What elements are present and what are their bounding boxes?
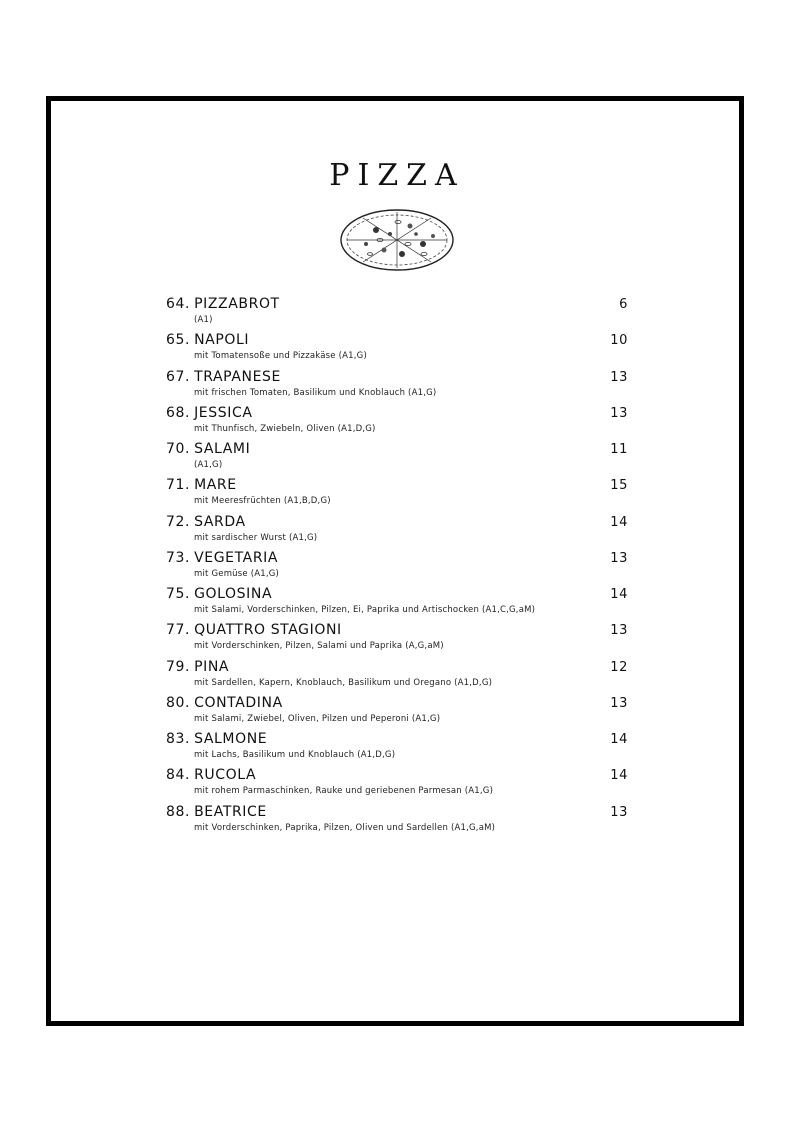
item-price: 11 [610, 442, 628, 457]
menu-item [166, 620, 628, 656]
item-description: mit Vorderschinken, Paprika, Pilzen, Oliven und Sardellen (A1,G,aM) [194, 822, 496, 833]
item-number: 83. [166, 731, 191, 747]
menu-item [166, 693, 628, 729]
item-description: mit Meeresfrüchten (A1,B,D,G) [194, 496, 331, 507]
item-description: mit Thunfisch, Zwiebeln, Oliven (A1,D,G) [194, 423, 376, 434]
menu-item [166, 403, 628, 439]
item-number: 67. [166, 368, 191, 385]
item-name: BEATRICE [194, 803, 267, 820]
menu-item [166, 512, 628, 548]
item-number: 68. [166, 404, 191, 421]
item-name: PIZZABROT [194, 296, 280, 312]
menu-item [166, 765, 628, 801]
item-name: JESSICA [194, 404, 253, 421]
item-number: 79. [166, 658, 191, 675]
item-number: 84. [166, 767, 191, 784]
item-price: 12 [610, 659, 628, 675]
item-price: 14 [610, 768, 628, 784]
item-description: mit sardischer Wurst (A1,G) [194, 532, 318, 543]
item-description: mit Salami, Vorderschinken, Pilzen, Ei, Paprika und Artischocken (A1,C,G,aM) [194, 605, 536, 615]
menu-item [166, 657, 628, 693]
item-number: 77. [166, 622, 191, 639]
item-description: mit rohem Parmaschinken, Rauke und geriebenen Parmesan (A1,G) [194, 786, 494, 797]
item-price: 10 [610, 333, 628, 349]
item-price: 13 [610, 369, 628, 385]
item-price: 15 [610, 478, 628, 494]
item-number: 88. [166, 803, 191, 820]
item-description: mit Salami, Zwiebel, Oliven, Pilzen und Peperoni (A1,G) [194, 713, 441, 724]
item-name: RUCOLA [194, 767, 257, 784]
item-number: 73. [166, 549, 191, 566]
menu-item [166, 439, 628, 475]
item-number: 75. [166, 586, 191, 602]
item-description: mit frischen Tomaten, Basilikum und Knoblauch (A1,G) [194, 387, 437, 398]
item-number: 64. [166, 296, 191, 312]
item-description: mit Lachs, Basilikum und Knoblauch (A1,D,G) [194, 750, 396, 760]
item-name: SALMONE [194, 731, 268, 747]
item-number: 72. [166, 513, 191, 530]
item-description: mit Tomatensoße und Pizzakäse (A1,G) [194, 351, 367, 362]
menu-item [166, 729, 628, 765]
item-name: PINA [194, 658, 230, 675]
item-price: 14 [610, 732, 628, 747]
item-name: GOLOSINA [194, 586, 273, 602]
item-name: TRAPANESE [194, 368, 281, 385]
menu-item [166, 802, 628, 838]
item-price: 14 [610, 514, 628, 530]
item-description: mit Gemüse (A1,G) [194, 568, 280, 579]
item-name: VEGETARIA [194, 549, 279, 566]
pizza-icon [338, 206, 456, 274]
item-price: 13 [610, 804, 628, 820]
item-price: 6 [619, 297, 628, 312]
item-number: 70. [166, 441, 191, 457]
menu-item [166, 294, 628, 330]
item-number: 65. [166, 332, 191, 349]
menu-item [166, 584, 628, 620]
item-number: 80. [166, 694, 191, 711]
menu-item [166, 475, 628, 511]
menu-item [166, 330, 628, 366]
item-description: (A1) [194, 315, 213, 325]
menu-item [166, 548, 628, 584]
item-description: mit Vorderschinken, Pilzen, Salami und Paprika (A,G,aM) [194, 641, 444, 652]
item-price: 13 [610, 623, 628, 639]
page-title: PIZZA [329, 158, 465, 193]
item-name: NAPOLI [194, 332, 250, 349]
item-price: 13 [610, 695, 628, 711]
item-number: 71. [166, 477, 191, 494]
item-name: CONTADINA [194, 694, 283, 711]
item-name: QUATTRO STAGIONI [194, 622, 342, 639]
item-name: SARDA [194, 513, 246, 530]
item-name: MARE [194, 477, 237, 494]
item-price: 13 [610, 405, 628, 421]
item-price: 13 [610, 550, 628, 566]
item-description: (A1,G) [194, 460, 223, 470]
item-price: 14 [610, 587, 628, 602]
item-description: mit Sardellen, Kapern, Knoblauch, Basilikum und Oregano (A1,D,G) [194, 677, 493, 688]
item-name: SALAMI [194, 441, 251, 457]
pizza-menu-list [166, 294, 628, 838]
menu-item [166, 367, 628, 403]
